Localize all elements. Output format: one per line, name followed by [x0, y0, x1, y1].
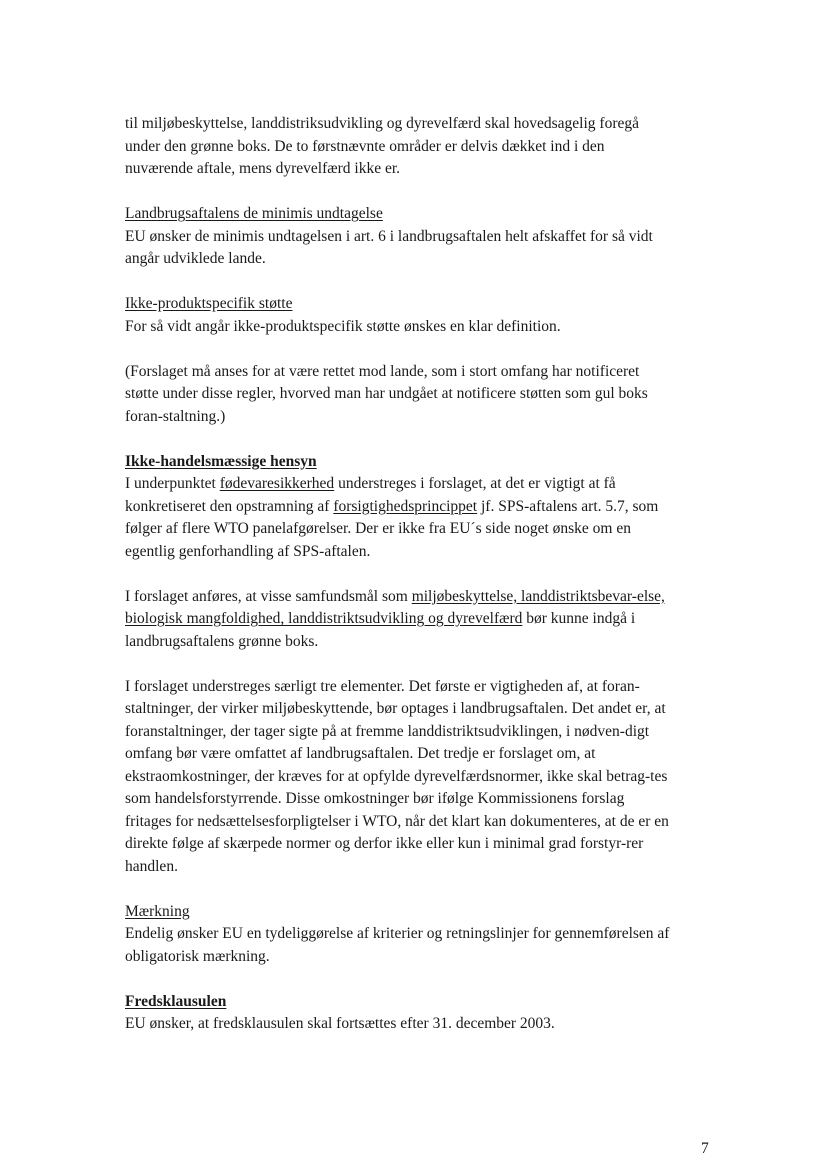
- text-span: understreges i forslaget, at det er vigtigt at få: [334, 475, 616, 492]
- section-ikke-handelsmaessige: [125, 451, 725, 564]
- text-line: foranstaltninger, der tager sigte på at fremme landdistriktsudviklingen, i nødven-digt: [125, 722, 650, 740]
- text-line: angår udviklede lande.: [125, 250, 266, 267]
- text-line: I forslaget understreges særligt tre elementer. Det første er vigtigheden af, at foran-: [125, 677, 640, 695]
- text-line: til miljøbeskyttelse, landdistriksudvikling og dyrevelfærd skal hovedsagelig foregå: [125, 115, 639, 132]
- section-maerkning: [125, 901, 725, 969]
- section-heading: Mærkning: [125, 902, 190, 920]
- text-line: [125, 496, 725, 519]
- section-heading: Landbrugsaftalens de minimis undtagelse: [125, 205, 383, 222]
- underlined-term: fødevaresikkerhed: [219, 475, 335, 492]
- underlined-term: miljøbeskyttelse, landdistriktsbevar-else,: [411, 587, 665, 605]
- text-line: For så vidt angår ikke-produktspecifik støtte ønskes en klar definition.: [125, 317, 561, 335]
- note-paragraph: [125, 361, 725, 429]
- text-line: landbrugsaftalens grønne boks.: [125, 632, 319, 650]
- text-line: direkte følge af skærpede normer og derfor ikke eller kun i minimal grad forstyr-rer: [125, 835, 644, 852]
- text-line: staltninger, der virker miljøbeskyttende, bør optages i landbrugsaftalen. Det andet er, at: [125, 700, 666, 717]
- text-line: handlen.: [125, 857, 178, 875]
- text-line: EU ønsker, at fredsklausulen skal fortsættes efter 31. december 2003.: [125, 1015, 555, 1032]
- text-line: som handelsforstyrrende. Disse omkostninger bør ifølge Kommissionens forslag: [125, 790, 625, 807]
- text-span: konkretiseret den opstramning af: [125, 497, 334, 515]
- text-line: [125, 586, 725, 609]
- text-line: omfang bør være omfattet af landbrugsaftalen. Det tredje er forslaget om, at: [125, 745, 596, 762]
- section-de-minimis: [125, 203, 725, 271]
- section-heading: Ikke-produktspecifik støtte: [125, 295, 293, 312]
- underlined-term: biologisk mangfoldighed, landdistriktsudvikling og dyrevelfærd: [125, 610, 523, 627]
- text-line: [125, 608, 725, 631]
- text-line: følger af flere WTO panelafgørelser. Der er ikke fra EU´s side noget ønske om en: [125, 520, 631, 537]
- document-page: [125, 113, 725, 1036]
- text-line: under den grønne boks. De to førstnævnte områder er delvis dækket ind i den: [125, 137, 605, 155]
- text-line: foran-staltning.): [125, 407, 226, 425]
- text-line: ekstraomkostninger, der kræves for at opfylde dyrevelfærdsnormer, ikke skal betrag-tes: [125, 767, 668, 785]
- section-heading: Ikke-handelsmæssige hensyn: [125, 452, 317, 470]
- paragraph-samfundsmaal: [125, 586, 725, 654]
- text-line: støtte under disse regler, hvorved man har undgået at notificere støtten som gul boks: [125, 385, 648, 402]
- text-span: I forslaget anføres, at visse samfundsmål som: [125, 587, 412, 605]
- section-ikke-produktspecifik: [125, 293, 725, 338]
- underlined-term: forsigtighedsprincippet: [333, 497, 478, 515]
- text-span: jf. SPS-aftalens art. 5.7, som: [477, 497, 659, 515]
- section-fredsklausulen: [125, 991, 725, 1036]
- text-line: obligatorisk mærkning.: [125, 947, 270, 965]
- text-line: fritages for nedsættelsesforpligtelser i WTO, når det klart kan dokumenteres, at de er en: [125, 812, 669, 830]
- section-heading: Fredsklausulen: [125, 992, 227, 1010]
- text-line: Endelig ønsker EU en tydeliggørelse af kriterier og retningslinjer for gennemførelsen af: [125, 925, 670, 942]
- text-span: I underpunktet: [125, 475, 220, 492]
- text-line: (Forslaget må anses for at være rettet mod lande, som i stort omfang har notificeret: [125, 362, 640, 380]
- page-number: 7: [701, 1140, 709, 1157]
- text-line: EU ønsker de minimis undtagelsen i art. 6 i landbrugsaftalen helt afskaffet for så vidt: [125, 227, 653, 245]
- intro-paragraph: [125, 113, 725, 181]
- text-line: egentlig genforhandling af SPS-aftalen.: [125, 542, 371, 560]
- paragraph-tre-elementer: [125, 676, 725, 879]
- text-line: nuværende aftale, mens dyrevelfærd ikke er.: [125, 160, 401, 177]
- text-span: bør kunne indgå i: [522, 610, 636, 627]
- text-line: [125, 473, 725, 496]
